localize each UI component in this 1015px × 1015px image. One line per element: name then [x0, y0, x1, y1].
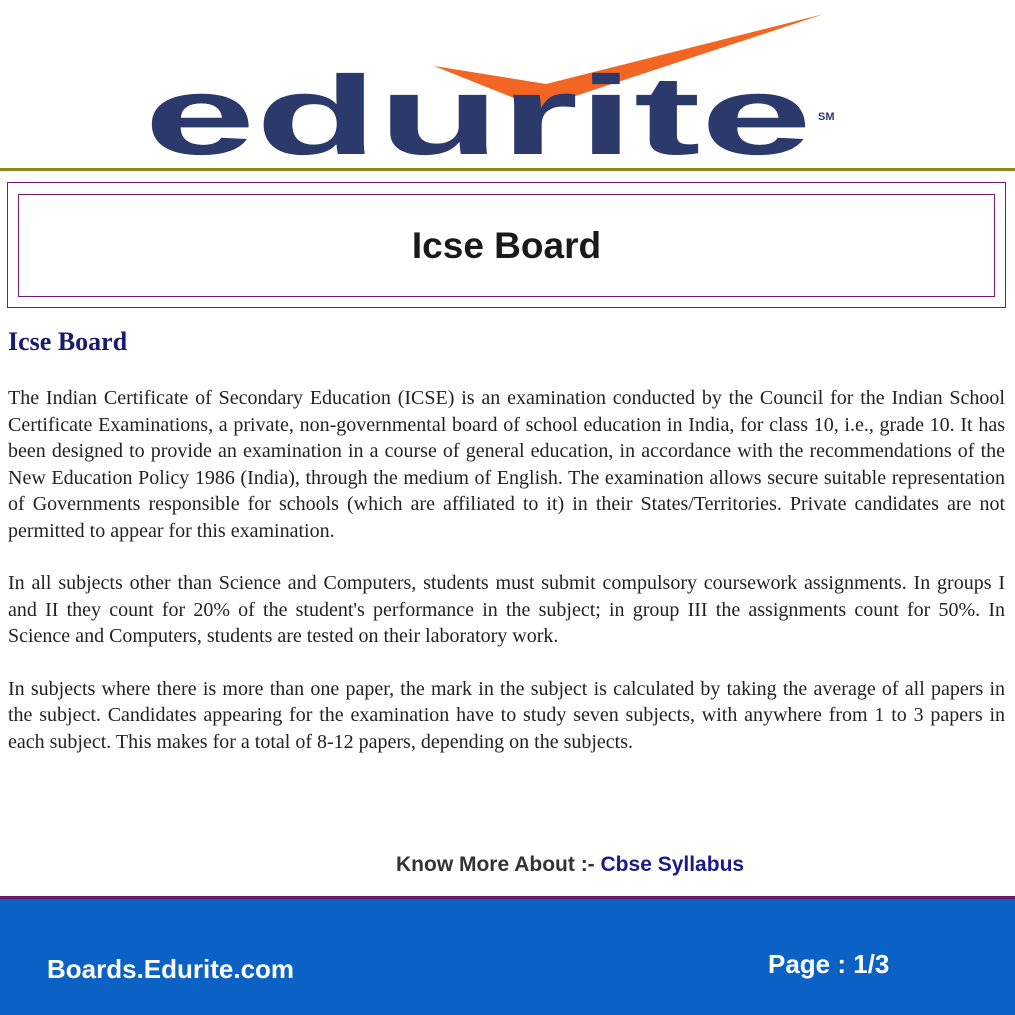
- paragraph-intro: The Indian Certificate of Secondary Education (ICSE) is an examination conducted by the Council for the Indian School Certificate Examinations, a private, non-governmental board of school education in India, for class 10, i.e., grade 10. It has been designed to provide an examination in a course of general education, in accordance with the recommendations of the New Education Policy 1986 (India), through the medium of English. The examination allows secure suitable representation of Governments responsible for schools (which are affiliated to it) in their States/Territories. Private candidates are not permitted to appear for this examination.: [8, 387, 1005, 542]
- cbse-syllabus-link[interactable]: Cbse Syllabus: [600, 853, 745, 876]
- page-title: Icse Board: [411, 224, 602, 266]
- logo-service-mark: SM: [818, 111, 835, 123]
- logo-wordmark: edurite: [144, 53, 812, 160]
- footer-bar: [0, 896, 1015, 1015]
- know-more-label: Know More About :-: [396, 853, 601, 876]
- title-box-inner: [18, 194, 995, 297]
- paragraph-coursework: In all subjects other than Science and Computers, students must submit compulsory coursework assignments. In groups I and II they count for 20% of the student's performance in the subject; in group III the assignments count for 50%. In Science and Computers, students are tested on their laboratory work.: [8, 572, 1005, 647]
- edurite-logo-image: [144, 8, 856, 160]
- page-indicator: Page : 1/3: [768, 949, 890, 979]
- section-heading: Icse Board: [8, 327, 128, 356]
- footer-site-link[interactable]: Boards.Edurite.com: [47, 954, 295, 984]
- header-divider: [0, 168, 1015, 171]
- paragraph-papers: In subjects where there is more than one paper, the mark in the subject is calculated by taking the average of all papers in the subject. Candidates appearing for the examination have to study seven subjects, with anywhere from 1 to 3 papers in each subject. This makes for a total of 8-12 papers, depending on the subjects.: [8, 677, 1005, 753]
- title-box: [7, 182, 1006, 308]
- article-body: [8, 385, 1005, 781]
- edurite-logo: [144, 8, 856, 160]
- know-more-line: [396, 853, 744, 877]
